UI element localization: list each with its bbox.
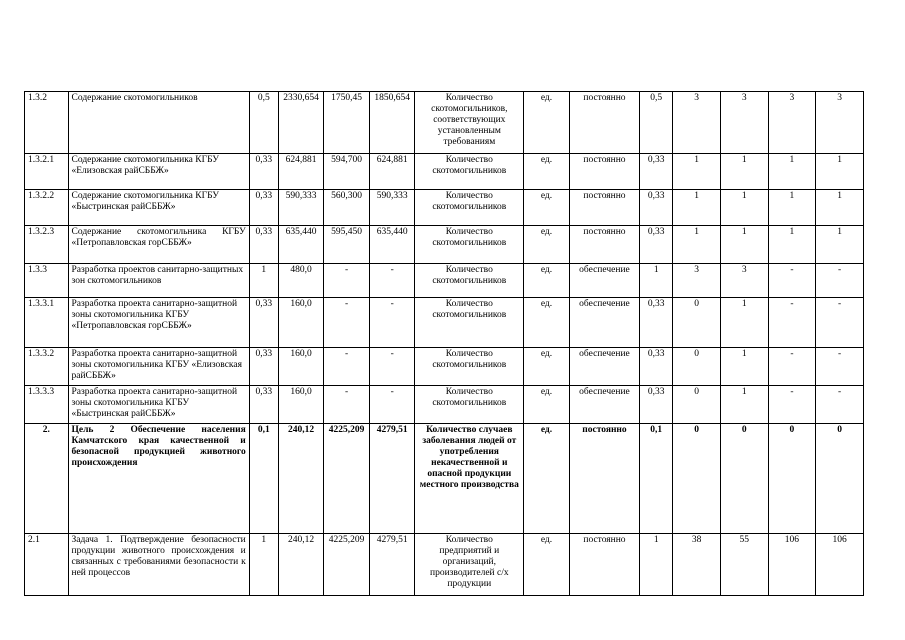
cell-value: - xyxy=(369,386,415,424)
unit: ед. xyxy=(524,534,570,596)
target-value: - xyxy=(816,264,864,298)
row-name: Содержание скотомогильника КГБУ «Елизовская райСББЖ» xyxy=(68,154,249,190)
target-value: 1 xyxy=(720,226,768,264)
target-value: 1 xyxy=(720,298,768,348)
weight: 0,33 xyxy=(640,190,673,226)
unit: ед. xyxy=(524,154,570,190)
target-value: 3 xyxy=(768,92,816,154)
term: постоянно xyxy=(569,534,639,596)
target-value: - xyxy=(768,264,816,298)
target-value: 106 xyxy=(816,534,864,596)
cell-value: 590,333 xyxy=(369,190,415,226)
indicator-name: Количество скотомогильников xyxy=(415,226,524,264)
target-value: 0 xyxy=(673,298,721,348)
cell-value: 594,700 xyxy=(324,154,370,190)
target-value: 0 xyxy=(768,424,816,534)
unit: ед. xyxy=(524,190,570,226)
cell-value: 0,33 xyxy=(249,298,278,348)
cell-value: - xyxy=(324,348,370,386)
indicator-name: Количество скотомогильников xyxy=(415,348,524,386)
target-value: - xyxy=(768,348,816,386)
target-value: 1 xyxy=(720,190,768,226)
cell-value: 4225,209 xyxy=(324,534,370,596)
row-number: 1.3.2.2 xyxy=(25,190,69,226)
row-name: Содержание скотомогильника КГБУ «Петропавловская горСББЖ» xyxy=(68,226,249,264)
term: обеспечение xyxy=(569,386,639,424)
row-number: 1.3.3.3 xyxy=(25,386,69,424)
term: постоянно xyxy=(569,154,639,190)
weight: 0,33 xyxy=(640,226,673,264)
target-value: 0 xyxy=(673,348,721,386)
unit: ед. xyxy=(524,264,570,298)
indicator-name: Количество скотомогильников xyxy=(415,190,524,226)
term: обеспечение xyxy=(569,348,639,386)
table-row xyxy=(25,534,864,596)
target-value: 1 xyxy=(673,226,721,264)
cell-value: 0,33 xyxy=(249,348,278,386)
indicator-name: Количество скотомогильников xyxy=(415,386,524,424)
table-row xyxy=(25,154,864,190)
target-value: 3 xyxy=(673,264,721,298)
cell-value: 240,12 xyxy=(278,534,324,596)
row-name: Разработка проекта санитарно-защитной зоны скотомогильника КГБУ «Быстринская райСББЖ» xyxy=(68,386,249,424)
unit: ед. xyxy=(524,424,570,534)
term: постоянно xyxy=(569,226,639,264)
cell-value: 595,450 xyxy=(324,226,370,264)
row-number: 1.3.3 xyxy=(25,264,69,298)
target-value: 3 xyxy=(673,92,721,154)
cell-value: 2330,654 xyxy=(278,92,324,154)
weight: 0,1 xyxy=(640,424,673,534)
row-number: 1.3.2.3 xyxy=(25,226,69,264)
cell-value: 160,0 xyxy=(278,348,324,386)
table-row xyxy=(25,424,864,534)
cell-value: - xyxy=(369,264,415,298)
cell-value: - xyxy=(324,386,370,424)
target-value: - xyxy=(816,298,864,348)
term: постоянно xyxy=(569,92,639,154)
table-row xyxy=(25,92,864,154)
target-value: 0 xyxy=(673,386,721,424)
term: обеспечение xyxy=(569,264,639,298)
target-value: 3 xyxy=(720,92,768,154)
row-name: Разработка проекта санитарно-защитной зоны скотомогильника КГБУ «Елизовская райСББЖ» xyxy=(68,348,249,386)
unit: ед. xyxy=(524,348,570,386)
weight: 0,33 xyxy=(640,386,673,424)
row-number: 2.1 xyxy=(25,534,69,596)
cell-value: 0,33 xyxy=(249,154,278,190)
target-value: 0 xyxy=(673,424,721,534)
table-row xyxy=(25,226,864,264)
weight: 0,33 xyxy=(640,154,673,190)
table-row xyxy=(25,386,864,424)
cell-value: 160,0 xyxy=(278,386,324,424)
cell-value: 240,12 xyxy=(278,424,324,534)
indicator-name: Количество случаев заболевания людей от употребления некачественной и опасной продукции местного производства xyxy=(415,424,524,534)
table-row xyxy=(25,298,864,348)
row-name: Задача 1. Подтверждение безопасности продукции животного происхождения и связанных с требованиями безопасности к ней процессов xyxy=(68,534,249,596)
term: обеспечение xyxy=(569,298,639,348)
indicator-name: Количество скотомогильников xyxy=(415,264,524,298)
cell-value: 4279,51 xyxy=(369,424,415,534)
row-number: 2. xyxy=(25,424,69,534)
target-value: - xyxy=(816,386,864,424)
target-value: 0 xyxy=(720,424,768,534)
cell-value: 160,0 xyxy=(278,298,324,348)
cell-value: 4279,51 xyxy=(369,534,415,596)
target-value: 1 xyxy=(673,154,721,190)
cell-value: 0,5 xyxy=(249,92,278,154)
row-number: 1.3.2 xyxy=(25,92,69,154)
indicator-name: Количество скотомогильников xyxy=(415,154,524,190)
weight: 1 xyxy=(640,534,673,596)
target-value: 55 xyxy=(720,534,768,596)
cell-value: 635,440 xyxy=(369,226,415,264)
cell-value: - xyxy=(369,348,415,386)
cell-value: 1 xyxy=(249,534,278,596)
indicator-name: Количество скотомогильников xyxy=(415,298,524,348)
cell-value: 624,881 xyxy=(278,154,324,190)
cell-value: 0,33 xyxy=(249,386,278,424)
target-value: 1 xyxy=(768,154,816,190)
unit: ед. xyxy=(524,226,570,264)
unit: ед. xyxy=(524,386,570,424)
row-number: 1.3.3.2 xyxy=(25,348,69,386)
target-value: 0 xyxy=(816,424,864,534)
cell-value: 4225,209 xyxy=(324,424,370,534)
target-value: 1 xyxy=(816,154,864,190)
target-value: 1 xyxy=(720,348,768,386)
table-row xyxy=(25,348,864,386)
cell-value: 635,440 xyxy=(278,226,324,264)
weight: 1 xyxy=(640,264,673,298)
target-value: 106 xyxy=(768,534,816,596)
target-value: 1 xyxy=(816,190,864,226)
target-value: 3 xyxy=(720,264,768,298)
target-value: - xyxy=(768,386,816,424)
table-row xyxy=(25,190,864,226)
indicator-name: Количество скотомогильников, соответствующих установленным требованиям xyxy=(415,92,524,154)
term: постоянно xyxy=(569,190,639,226)
row-name: Содержание скотомогильников xyxy=(68,92,249,154)
target-value: - xyxy=(816,348,864,386)
weight: 0,5 xyxy=(640,92,673,154)
program-table xyxy=(24,91,864,596)
target-value: 1 xyxy=(768,226,816,264)
cell-value: 590,333 xyxy=(278,190,324,226)
cell-value: 1850,654 xyxy=(369,92,415,154)
cell-value: 0,33 xyxy=(249,226,278,264)
unit: ед. xyxy=(524,298,570,348)
unit: ед. xyxy=(524,92,570,154)
target-value: 3 xyxy=(816,92,864,154)
row-number: 1.3.3.1 xyxy=(25,298,69,348)
target-value: 1 xyxy=(673,190,721,226)
target-value: 38 xyxy=(673,534,721,596)
target-value: 1 xyxy=(720,154,768,190)
target-value: 1 xyxy=(816,226,864,264)
cell-value: 1 xyxy=(249,264,278,298)
row-name: Содержание скотомогильника КГБУ «Быстринская райСББЖ» xyxy=(68,190,249,226)
weight: 0,33 xyxy=(640,298,673,348)
target-value: 1 xyxy=(768,190,816,226)
cell-value: 0,1 xyxy=(249,424,278,534)
cell-value: - xyxy=(369,298,415,348)
cell-value: - xyxy=(324,264,370,298)
table-row xyxy=(25,264,864,298)
target-value: - xyxy=(768,298,816,348)
cell-value: 0,33 xyxy=(249,190,278,226)
indicator-name: Количество предприятий и организаций, производителей с/х продукции xyxy=(415,534,524,596)
row-name: Разработка проектов санитарно-защитных зон скотомогильников xyxy=(68,264,249,298)
cell-value: - xyxy=(324,298,370,348)
term: постоянно xyxy=(569,424,639,534)
cell-value: 560,300 xyxy=(324,190,370,226)
cell-value: 1750,45 xyxy=(324,92,370,154)
cell-value: 624,881 xyxy=(369,154,415,190)
target-value: 1 xyxy=(720,386,768,424)
row-name: Разработка проекта санитарно-защитной зоны скотомогильника КГБУ «Петропавловская горСББЖ» xyxy=(68,298,249,348)
weight: 0,33 xyxy=(640,348,673,386)
row-name: Цель 2 Обеспечение населения Камчатского края качественной и безопасной продукцией животного происхождения xyxy=(68,424,249,534)
cell-value: 480,0 xyxy=(278,264,324,298)
row-number: 1.3.2.1 xyxy=(25,154,69,190)
